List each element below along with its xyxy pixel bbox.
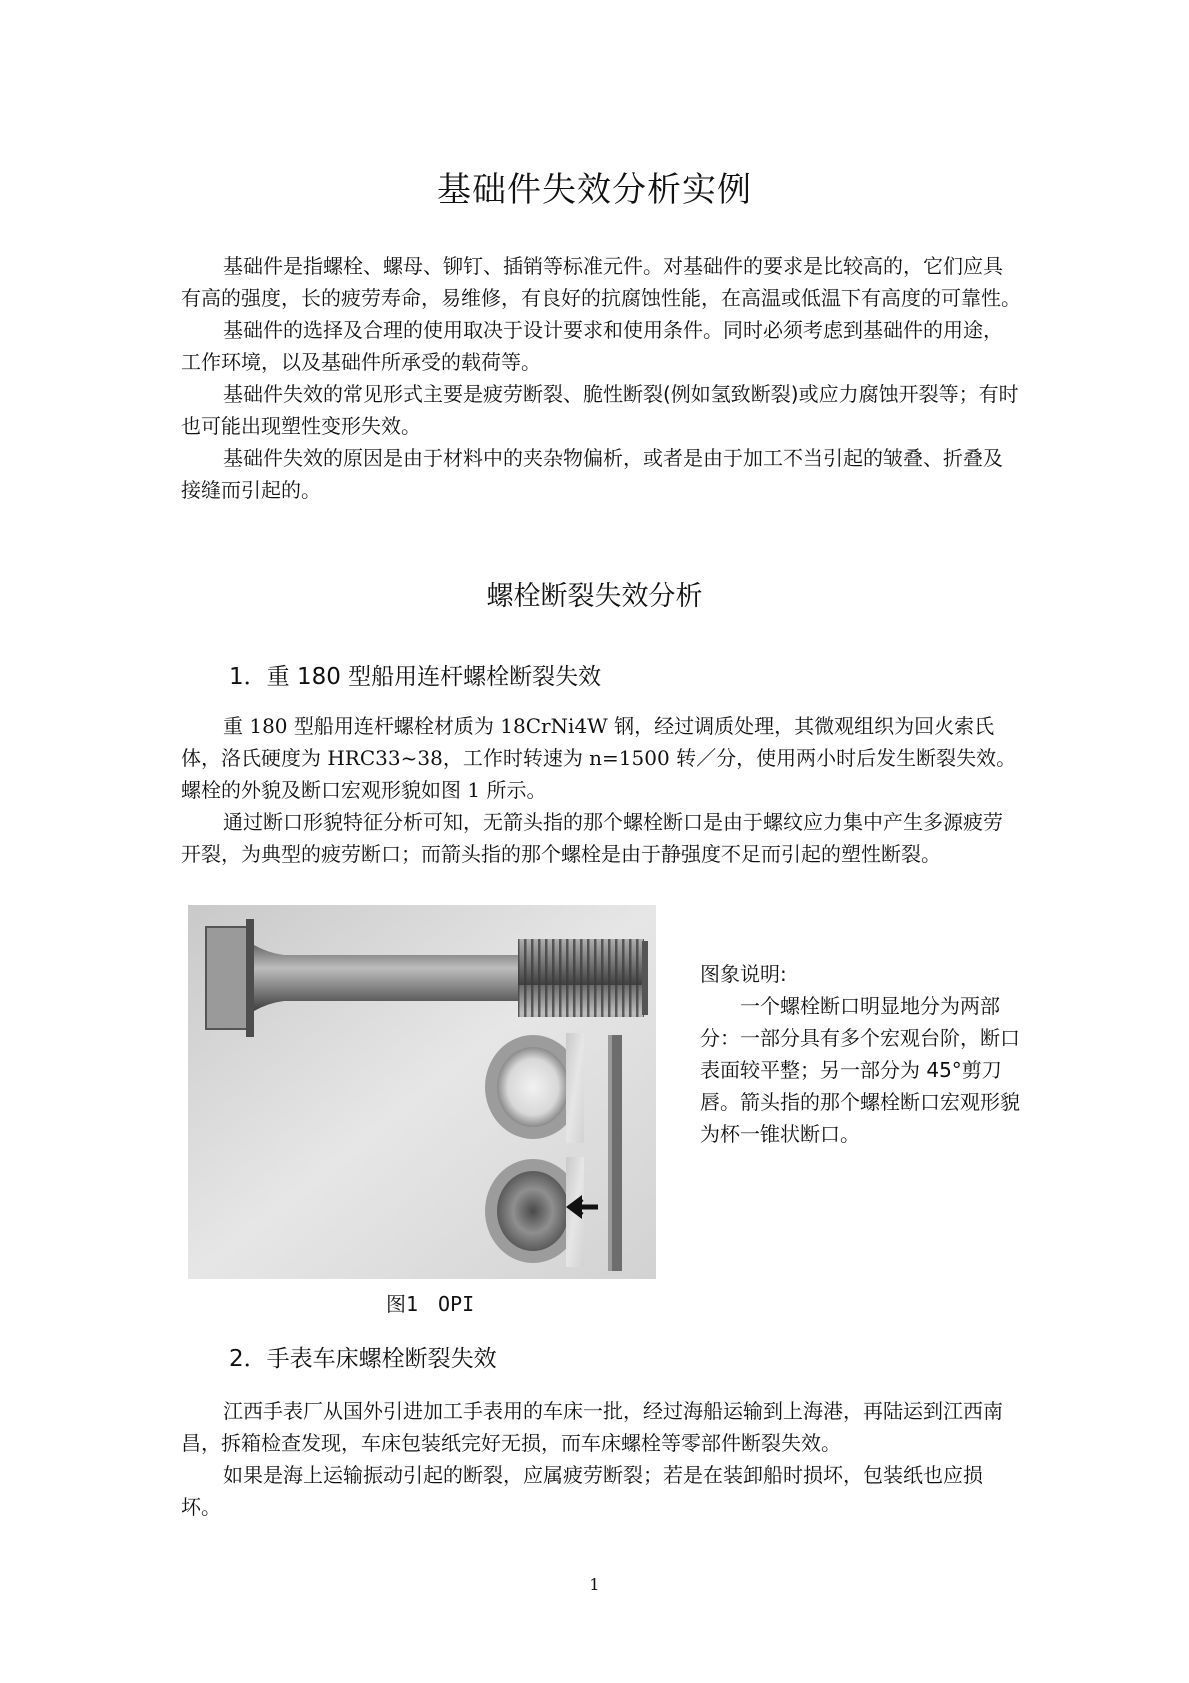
figure-description-body: 一个螺栓断口明显地分为两部分：一部分具有多个宏观台阶，断口表面较平整；另一部分为 45°剪刀唇。箭头指的那个螺栓断口宏观形貌为杯一锥状断口。 — [700, 994, 1020, 1146]
figure-description — [700, 958, 1020, 1150]
subsection-heading-1: 1．重 180 型船用连杆螺栓断裂失效 — [229, 664, 602, 690]
body-paragraph: 重 180 型船用连杆螺栓材质为 18CrNi4W 钢，经过调质处理，其微观组织为回火索氏体，洛氏硬度为 HRC33~38，工作时转速为 n=1500 转／分，使用两小时后发生断裂失效。螺栓的外貌及断口宏观形貌如图 1 所示。 — [181, 714, 1017, 802]
intro-paragraph: 基础件失效的常见形式主要是疲劳断裂、脆性断裂(例如氢致断裂)或应力腐蚀开裂等；有时也可能出现塑性变形失效。 — [181, 382, 1019, 438]
intro-paragraph: 基础件失效的原因是由于材料中的夹杂物偏析，或者是由于加工不当引起的皱叠、折叠及接缝而引起的。 — [181, 446, 1003, 502]
bolt-photo — [188, 905, 656, 1279]
figure-description-title: 图象说明: — [700, 962, 787, 986]
page-title: 基础件失效分析实例 — [437, 170, 752, 210]
figure-caption: 图1 OPI — [386, 1292, 475, 1316]
section-title: 螺栓断裂失效分析 — [486, 581, 703, 612]
intro-paragraph: 基础件的选择及合理的使用取决于设计要求和使用条件。同时必须考虑到基础件的用途，工作环境，以及基础件所承受的载荷等。 — [181, 318, 1003, 374]
intro-section — [181, 250, 1021, 506]
body-paragraph: 通过断口形貌特征分析可知，无箭头指的那个螺栓断口是由于螺纹应力集中产生多源疲劳开裂，为典型的疲劳断口；而箭头指的那个螺栓是由于静强度不足而引起的塑性断裂。 — [181, 810, 1003, 866]
body-paragraph: 如果是海上运输振动引起的断裂，应属疲劳断裂；若是在装卸船时损坏，包装纸也应损坏。 — [181, 1463, 983, 1519]
subsection-1-body — [181, 710, 1021, 870]
bolt-photo-illustration — [188, 905, 656, 1279]
page-number: 1 — [589, 1575, 600, 1594]
intro-paragraph: 基础件是指螺栓、螺母、铆钉、插销等标准元件。对基础件的要求是比较高的，它们应具有高的强度，长的疲劳寿命，易维修，有良好的抗腐蚀性能，在高温或低温下有高度的可靠性。 — [181, 254, 1021, 310]
body-paragraph: 江西手表厂从国外引进加工手表用的车床一批，经过海船运输到上海港，再陆运到江西南昌，拆箱检查发现，车床包装纸完好无损，而车床螺栓等零部件断裂失效。 — [181, 1399, 1003, 1455]
subsection-heading-2: 2．手表车床螺栓断裂失效 — [229, 1346, 497, 1372]
subsection-2-body — [181, 1395, 1021, 1523]
